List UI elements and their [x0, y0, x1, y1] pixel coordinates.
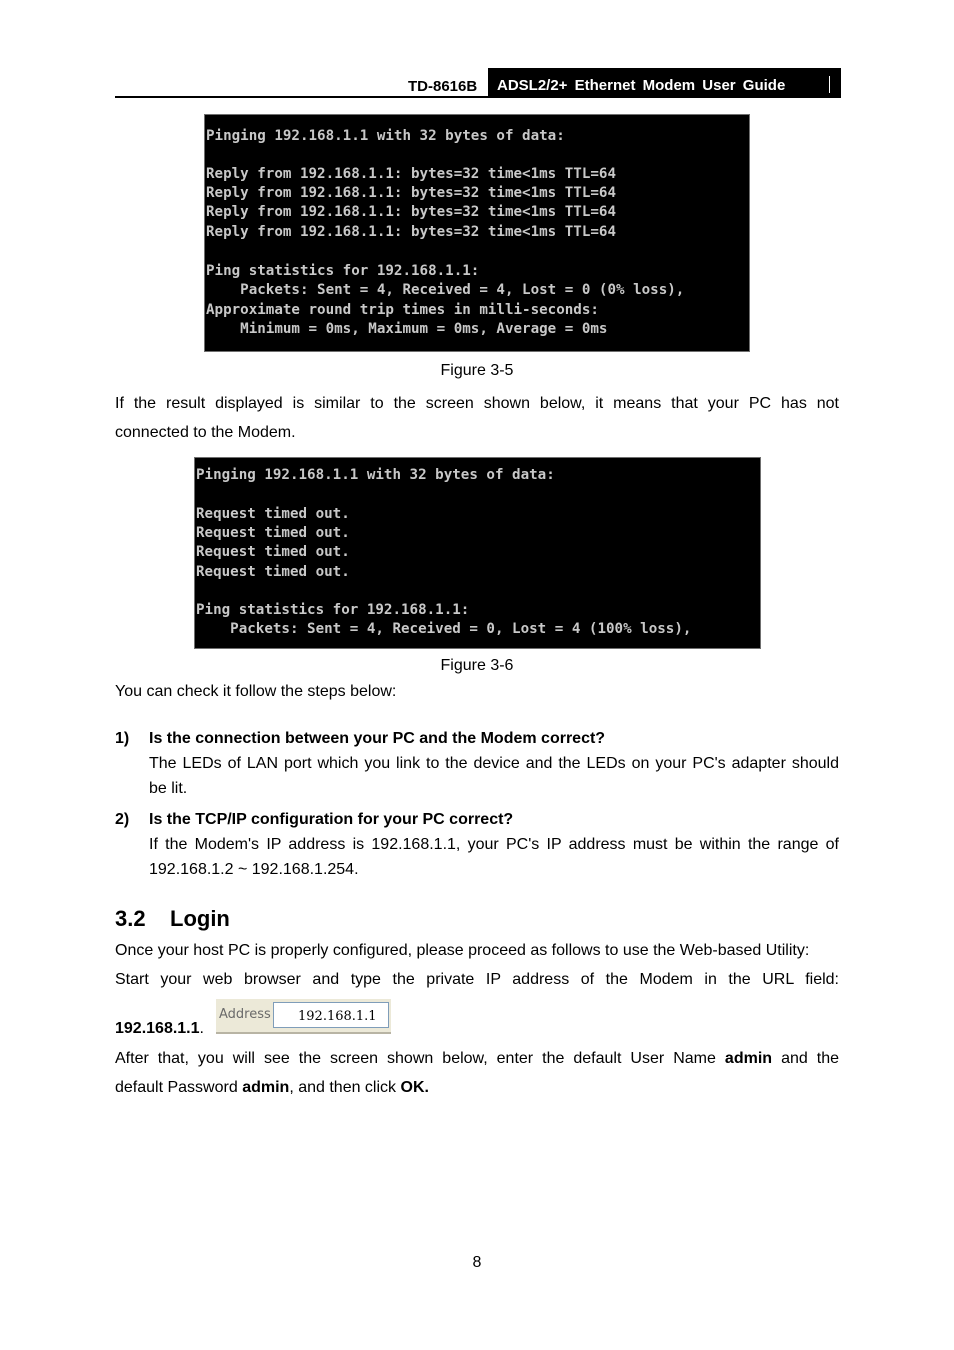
- login-url-line: [115, 1014, 204, 1043]
- address-label: Address: [219, 1007, 271, 1022]
- header-rule: [115, 96, 841, 98]
- step-1-answer-line-2: be lit.: [149, 780, 188, 797]
- step-2-answer-line-1: If the Modem's IP address is 192.168.1.1, your PC's IP address must be within the range of: [149, 836, 839, 853]
- login-url: 192.168.1.1: [115, 1020, 200, 1037]
- address-field: [273, 1002, 389, 1028]
- after-ok: OK.: [400, 1079, 429, 1096]
- step-1-number: 1): [115, 730, 130, 747]
- console-line: Minimum = 0ms, Maximum = 0ms, Average = 0ms: [206, 321, 608, 337]
- console-line: Ping statistics for 192.168.1.1:: [206, 263, 480, 279]
- after-text-3: default Password: [115, 1079, 238, 1096]
- figure-3-6-console: [194, 457, 761, 649]
- header-divider: [829, 76, 830, 93]
- page-number: 8: [472, 1254, 482, 1271]
- login-line-1: Once your host PC is properly configured, please proceed as follows to use the Web-based Utility:: [115, 942, 810, 959]
- console-line: Reply from 192.168.1.1: bytes=32 time<1ms TTL=64: [206, 166, 616, 182]
- console-line: Approximate round trip times in milli-seconds:: [206, 302, 599, 318]
- after-text-1: After that, you will see the screen shown below, enter the default User Name: [115, 1050, 716, 1067]
- after-line-2: [115, 1073, 429, 1102]
- step-2-question: Is the TCP/IP configuration for your PC correct?: [149, 811, 514, 828]
- step-2-answer-line-2: 192.168.1.2 ~ 192.168.1.254.: [149, 861, 359, 878]
- address-bar: [216, 999, 391, 1034]
- check-intro: You can check it follow the steps below:: [115, 683, 397, 700]
- console-line: Request timed out.: [196, 525, 350, 541]
- console-line: Packets: Sent = 4, Received = 4, Lost = 0 (0% loss),: [206, 282, 685, 298]
- console-line: Ping statistics for 192.168.1.1:: [196, 602, 470, 618]
- console-line: Pinging 192.168.1.1 with 32 bytes of data:: [196, 467, 555, 483]
- intro-line-2: connected to the Modem.: [115, 424, 296, 441]
- console-line: Request timed out.: [196, 544, 350, 560]
- after-text-4: , and then click: [289, 1079, 397, 1096]
- figure-3-5-console: [204, 114, 750, 352]
- login-url-punct: .: [199, 1020, 204, 1037]
- header-model: TD-8616B: [408, 78, 478, 95]
- console-line: Request timed out.: [196, 506, 350, 522]
- header-title: ADSL2/2+ Ethernet Modem User Guide: [497, 77, 786, 94]
- after-text-2: and the: [781, 1050, 840, 1067]
- step-1-answer-line-1: The LEDs of LAN port which you link to the device and the LEDs on your PC's adapter should: [149, 755, 839, 772]
- after-line-1: [115, 1044, 839, 1073]
- login-line-2: Start your web browser and type the private IP address of the Modem in the URL field:: [115, 971, 839, 988]
- after-admin-password: admin: [242, 1079, 290, 1096]
- console-line: Reply from 192.168.1.1: bytes=32 time<1ms TTL=64: [206, 204, 616, 220]
- console-line: Reply from 192.168.1.1: bytes=32 time<1ms TTL=64: [206, 224, 616, 240]
- console-line: Packets: Sent = 4, Received = 0, Lost = 4 (100% loss),: [196, 621, 692, 637]
- console-line: Reply from 192.168.1.1: bytes=32 time<1ms TTL=64: [206, 185, 616, 201]
- console-line: Request timed out.: [196, 564, 350, 580]
- step-1-question: Is the connection between your PC and the Modem correct?: [149, 730, 606, 747]
- figure-3-5-caption: Figure 3-5: [440, 362, 514, 379]
- intro-line-1: If the result displayed is similar to the screen shown below, it means that your PC has not: [115, 395, 839, 412]
- address-value: 192.168.1.1: [298, 1009, 377, 1024]
- console-line: Pinging 192.168.1.1 with 32 bytes of data:: [206, 128, 565, 144]
- step-2-number: 2): [115, 811, 130, 828]
- section-number: 3.2: [115, 906, 146, 931]
- figure-3-6-caption: Figure 3-6: [440, 657, 514, 674]
- section-title: Login: [170, 906, 230, 931]
- after-admin-username: admin: [724, 1050, 773, 1067]
